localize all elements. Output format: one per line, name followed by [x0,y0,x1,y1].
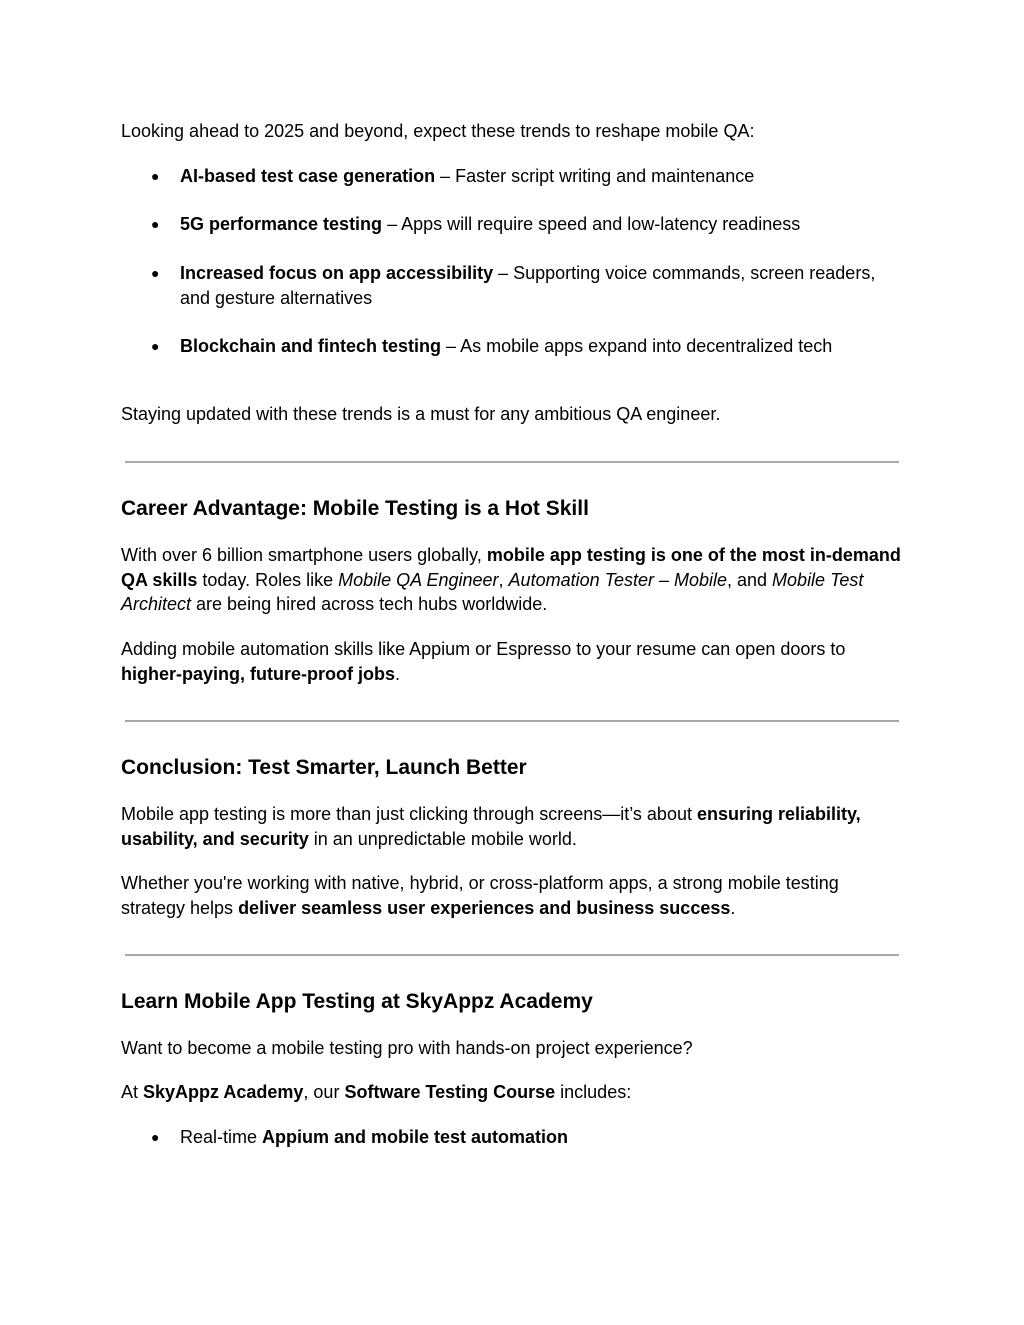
trend-title: 5G performance testing [180,214,383,234]
learn-heading: Learn Mobile App Testing at SkyAppz Academy [121,990,593,1013]
trend-description: – As mobile apps expand into decentralized tech [441,336,833,356]
bullet-icon: ● [151,265,160,281]
intro-paragraph: Looking ahead to 2025 and beyond, expect these trends to reshape mobile QA: [121,121,755,141]
career-paragraph-1: With over 6 billion smartphone users globally, mobile app testing is one of the most in-demand QA skills today. Roles like Mobile QA Engineer, Automation Tester – Mobile, and Mobile Test Architect are being hired across tech hubs worldwide. [121,545,901,614]
trend-item-ai [151,164,900,189]
learn-paragraph-2: At SkyAppz Academy, our Software Testing Course includes: [121,1082,632,1102]
conclusion-paragraph-2: Whether you're working with native, hybrid, or cross-platform apps, a strong mobile testing strategy helps deliver seamless user experiences and business success. [121,873,839,918]
trend-description: – Supporting voice commands, screen readers, and gesture alternatives [180,263,876,308]
section-divider [125,461,899,463]
trend-item-blockchain [151,334,900,359]
trend-description: – Faster script writing and maintenance [435,166,755,186]
trend-item-accessibility [151,261,900,310]
course-item-appium: ● Real-time Appium and mobile test automation [180,1125,900,1150]
bullet-icon: ● [151,216,160,232]
section-divider [125,954,899,956]
trend-title: Increased focus on app accessibility [180,263,494,283]
learn-paragraph-1: Want to become a mobile testing pro with hands-on project experience? [121,1038,693,1058]
bullet-icon: ● [151,1129,160,1145]
trend-title: AI-based test case generation [180,166,436,186]
career-paragraph-2: Adding mobile automation skills like Appium or Espresso to your resume can open doors to higher-paying, future-proof jobs. [121,639,846,684]
section-divider [125,720,899,722]
trends-outro-paragraph: Staying updated with these trends is a must for any ambitious QA engineer. [121,404,721,424]
trend-description: – Apps will require speed and low-latency readiness [382,214,801,234]
trend-item-5g [151,212,900,237]
conclusion-paragraph-1: Mobile app testing is more than just clicking through screens—it’s about ensuring reliability, usability, and security in an unpredictable mobile world. [121,804,861,849]
career-heading: Career Advantage: Mobile Testing is a Hot Skill [121,497,589,520]
bullet-icon: ● [151,338,160,354]
trend-title: Blockchain and fintech testing [180,336,442,356]
bullet-icon: ● [151,168,160,184]
conclusion-heading: Conclusion: Test Smarter, Launch Better [121,756,527,779]
